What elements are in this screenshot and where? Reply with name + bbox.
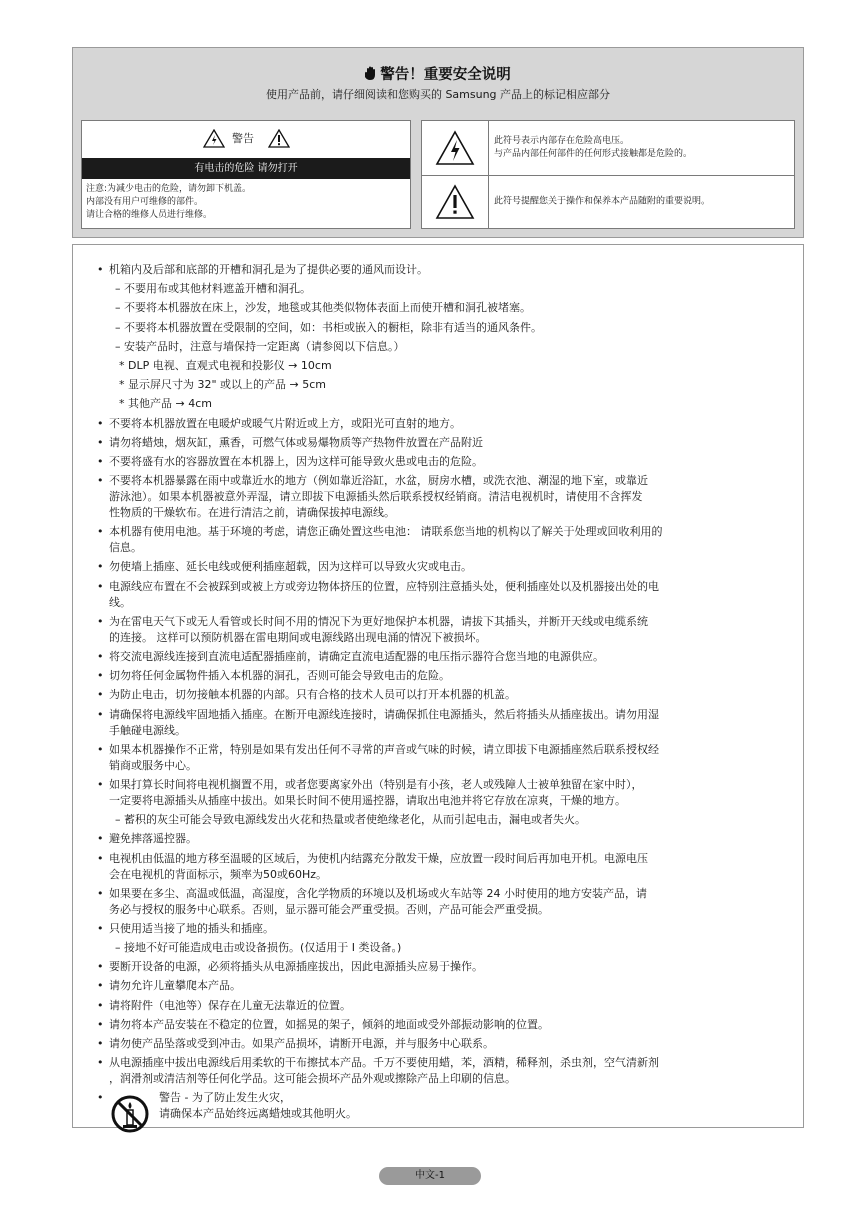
list-item: • 为在雷电天气下或无人看管或长时间不用的情况下为更好地保护本机器，请拔下其插头，并断开天线或电缆系统 的连接。 这样可以预防机器在雷电期间或电源线路出现电涌的情况下被损坏。 [73,614,803,646]
list-item: • 切勿将任何金属物件插入本机器的洞孔，否则可能会导致电击的危险。 [73,668,803,684]
list-item: • 如果本机器操作不正常，特别是如果有发出任何不寻常的声音或气味的时候，请立即拔下电源插座然后联系授权经 销商或服务中心。 [73,742,803,774]
high-voltage-icon [435,130,475,166]
warning-label-title [82,129,410,148]
lightning-warning-icon [203,129,225,148]
distance-item: * 其他产品 → 4cm [119,397,212,411]
list-item: • 将交流电源线连接到直流电适配器插座前，请确定直流电适配器的电压指示器符合您当地的电源供应。 [73,649,803,665]
list-subitem: – 不要将本机器放在床上，沙发，地毯或其他类似物体表面上而使开槽和洞孔被堵塞。 [115,301,531,315]
voltage-symbol-text: 此符号表示内部存在危险高电压。 [494,136,630,146]
list-item: • 请将附件（电池等）保存在儿童无法靠近的位置。 [73,998,803,1014]
fire-warning-text: 警告 - 为了防止发生火灾， [159,1091,291,1105]
list-item: • 如果打算长时间将电视机搁置不用，或者您要离家外出（特别是有小孩，老人或残障人士被单独留在家中时）， 一定要将电源插头从插座中拔出。如果长时间不使用遥控器，请取出电池并将它存放在凉爽，干燥的地方。 [73,777,803,809]
attention-symbol-row [422,175,794,229]
list-item: • 本机器有使用电池。基于环境的考虑，请您正确处置这些电池： 请联系您当地的机构以了解关于处理或回收利用的 信息。 [73,524,803,556]
list-item: • 请勿将蜡烛，烟灰缸，熏香，可燃气体或易爆物质等产热物件放置在产品附近 [73,435,803,451]
voltage-symbol-text: 与产品内部任何部件的任何形式接触都是危险的。 [494,149,693,159]
list-subitem: – 不要用布或其他材料遮盖开槽和洞孔。 [115,282,311,296]
list-item: • 不要将本机器放置在电暖炉或暖气片附近或上方，或阳光可直射的地方。 [73,416,803,432]
list-item: • 请勿允许儿童攀爬本产品。 [73,978,803,994]
list-item: • 如果要在多尘、高温或低温，高湿度，含化学物质的环境以及机场或火车站等 24 小时使用的地方安装产品，请 务必与授权的服务中心联系。否则，显示器可能会严重受损。否则，产品可能会严重受损。 [73,886,803,918]
caution-line: 注意:为减少电击的危险，请勿卸下机盖。 [86,184,252,194]
list-item: • 不要将盛有水的容器放置在本机器上，因为这样可能导致火患或电击的危险。 [73,454,803,470]
fire-warning-text: 请确保本产品始终远离蜡烛或其他明火。 [159,1107,357,1121]
list-subitem: – 蓄积的灰尘可能会导致电源线发出火花和热量或者使绝缘老化，从而引起电击，漏电或者失火。 [115,813,586,827]
list-item: • 要断开设备的电源，必须将插头从电源插座拔出，因此电源插头应易于操作。 [73,959,803,975]
title-text: 警告！重要安全说明 [380,67,511,83]
distance-item: * 显示屏尺寸为 32" 或以上的产品 → 5cm [119,378,327,392]
page-number: 中文-1 [379,1167,481,1185]
caution-line: 内部没有用户可维修的部件。 [86,197,204,207]
safety-header-box [72,47,804,238]
warning-word: 警告 [232,131,254,145]
list-item: • 请勿将本产品安装在不稳定的位置，如摇晃的架子，倾斜的地面或受外部振动影响的位置。 [73,1017,803,1033]
list-item: • 不要将本机器暴露在雨中或靠近水的地方（例如靠近浴缸，水盆，厨房水槽，或洗衣池、潮湿的地下室，或靠近 游泳池）。如果本机器被意外弄湿，请立即拔下电源插头然后联系授权经销商。清洁电视机时，请使用不含挥发 性物质的干燥软布。在进行清洁之前，请确保拔掉电源线。 [73,473,803,521]
attention-symbol-text: 此符号提醒您关于操作和保养本产品随附的重要说明。 [494,196,711,207]
list-item: • 请勿使产品坠落或受到冲击。如果产品损坏，请断开电源，并与服务中心联系。 [73,1036,803,1052]
list-subitem: – 接地不好可能造成电击或设备损伤。(仅适用于 I 类设备。) [115,941,402,955]
exclamation-icon [435,184,475,220]
list-item: • 机箱内及后部和底部的开槽和洞孔是为了提供必要的通风而设计。 [73,262,803,278]
caution-note [86,183,251,222]
exclamation-warning-icon [268,129,290,148]
list-item: • 为防止电击，切勿接触本机器的内部。只有合格的技术人员可以打开本机器的机盖。 [73,687,803,703]
page-subtitle: 使用产品前，请仔细阅读和您购买的 Samsung 产品上的标记相应部分 [265,88,611,101]
list-subitem: – 安装产品时，注意与墙保持一定距离（请参阅以下信息。） [115,339,405,353]
list-item: • 电源线应布置在不会被踩到或被上方或旁边物体挤压的位置，应特别注意插头处，便利插座处以及机器接出处的电 线。 [73,579,803,611]
no-candle-icon [110,1094,150,1134]
fire-warning-item: • 警告 - 为了防止发生火灾， 请确保本产品始终远离蜡烛或其他明火。 [73,1090,803,1132]
page-title [73,63,803,84]
instruction-list [73,262,803,1132]
list-item: • 只使用适当接了地的插头和插座。 [73,921,803,937]
list-item: • 勿使墙上插座、延长电线或便利插座超载，因为这样可以导致火灾或电击。 [73,559,803,575]
symbol-legend-box [421,120,795,229]
caution-line: 请让合格的维修人员进行维修。 [86,210,213,220]
list-item: • 避免摔落遥控器。 [73,831,803,847]
hand-stop-icon [365,66,377,80]
distance-item: * DLP 电视、直观式电视和投影仪 → 10cm [119,358,332,372]
voltage-symbol-row [422,121,794,176]
warning-label-box [81,120,411,229]
list-subitem: – 不要将本机器放置在受限制的空间，如：书柜或嵌入的橱柜，除非有适当的通风条件。 [115,320,542,334]
list-item: • 请确保将电源线牢固地插入插座。在断开电源线连接时，请确保抓住电源插头，然后将插头从插座拔出。请勿用湿 手触碰电源线。 [73,707,803,739]
safety-instructions-box [72,244,804,1128]
shock-hazard-bar: 有电击的危险 请勿打开 [82,158,410,179]
list-item: • 从电源插座中拔出电源线后用柔软的干布擦拭本产品。千万不要使用蜡，苯，酒精，稀释剂，杀虫剂，空气清新剂 ，润滑剂或清洁剂等任何化学品。这可能会损坏产品外观或擦除产品上印刷的信息。 [73,1055,803,1087]
list-item: • 电视机由低温的地方移至温暖的区域后，为使机内结露充分散发干燥，应放置一段时间后再加电开机。电源电压 会在电视机的背面标示，频率为50或60Hz。 [73,851,803,883]
